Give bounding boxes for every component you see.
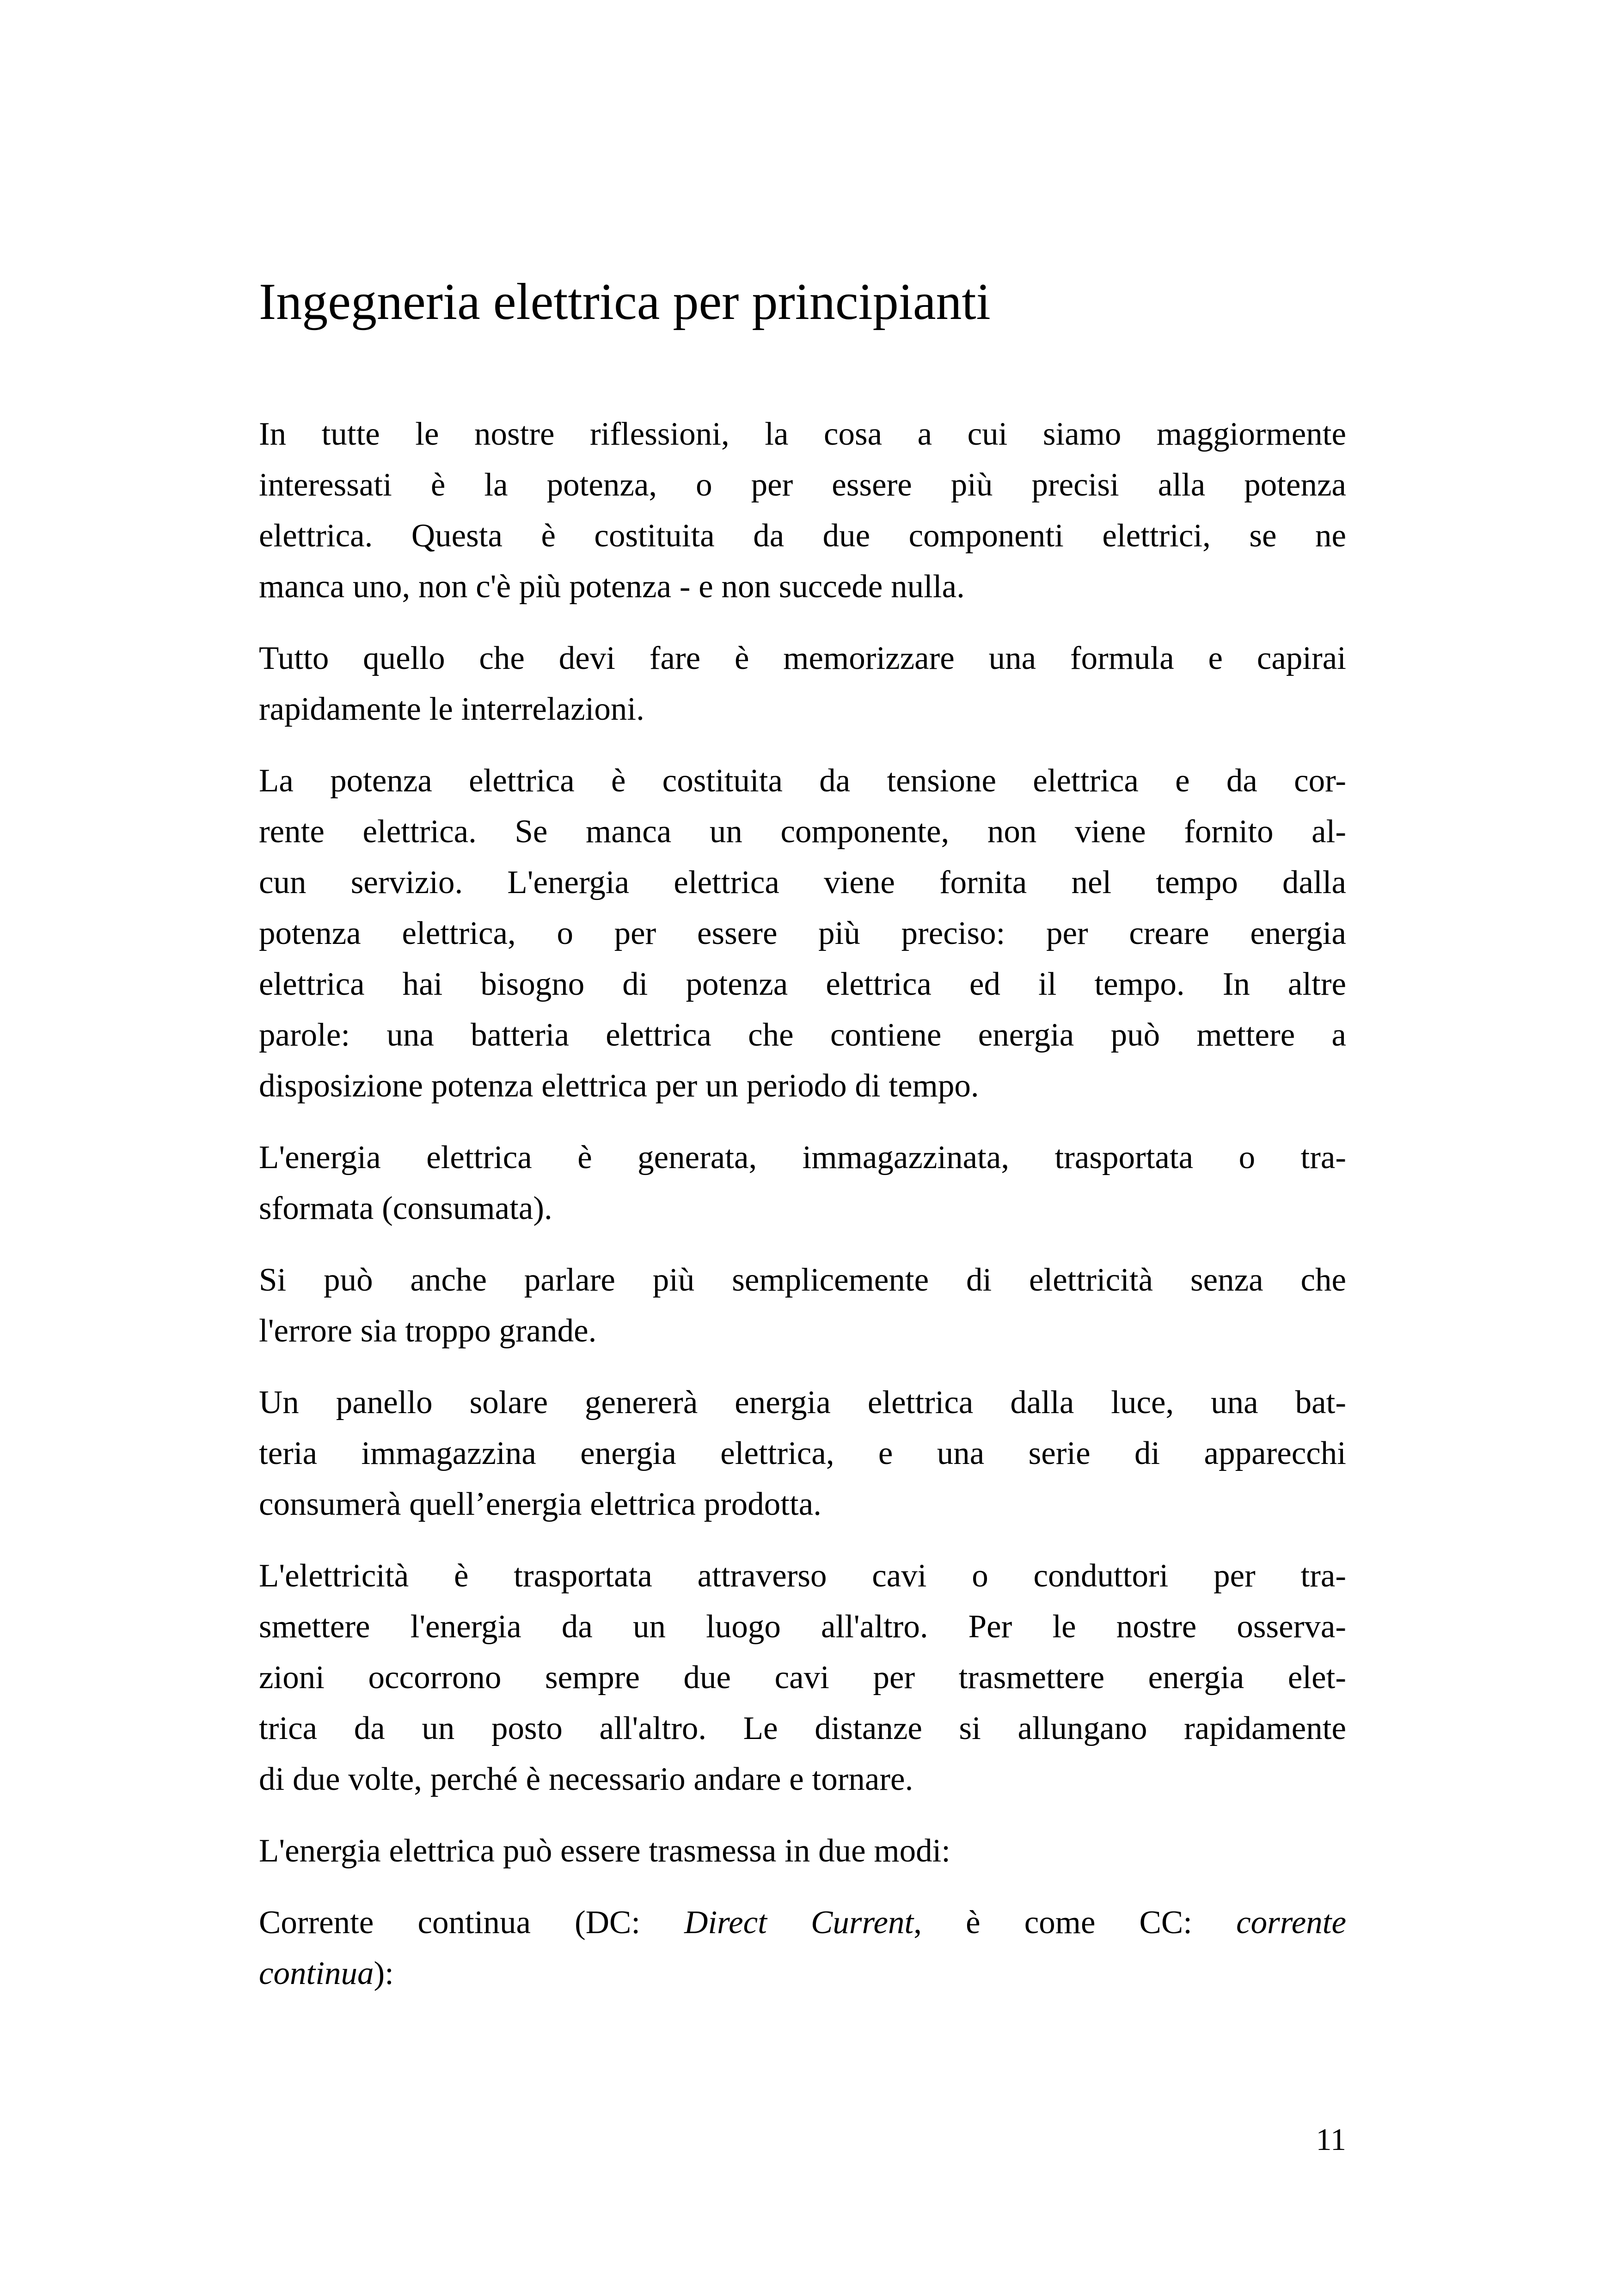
- text-line: sformata (consumata).: [259, 1190, 552, 1226]
- paragraph: [259, 1132, 1346, 1234]
- text-line: cun servizio. L'energia elettrica viene fornita nel tempo dalla: [259, 864, 1346, 900]
- text-line: rente elettrica. Se manca un componente, non viene fornito al-: [259, 814, 1346, 850]
- paragraph: [259, 409, 1346, 612]
- paragraph: [259, 1897, 1346, 1999]
- text-line: smettere l'energia da un luogo all'altro. Per le nostre osserva-: [259, 1609, 1346, 1645]
- text-line: interessati è la potenza, o per essere più precisi alla potenza: [259, 467, 1346, 503]
- text-line: teria immagazzina energia elettrica, e una serie di apparecchi: [259, 1435, 1346, 1471]
- body-text: [259, 409, 1346, 2020]
- text-line: trica da un posto all'altro. Le distanze si allungano rapidamente: [259, 1710, 1346, 1746]
- text-line: Si può anche parlare più semplicemente di elettricità senza che: [259, 1262, 1346, 1298]
- text-line: Un panello solare genererà energia elettrica dalla luce, una bat-: [259, 1384, 1346, 1420]
- text-line: potenza elettrica, o per essere più preciso: per creare energia: [259, 915, 1346, 951]
- page-title: Ingegneria elettrica per principianti: [259, 273, 991, 331]
- text-line: zioni occorrono sempre due cavi per trasmettere energia elet-: [259, 1659, 1346, 1696]
- paragraph: [259, 633, 1346, 735]
- text-line: l'errore sia troppo grande.: [259, 1313, 597, 1349]
- text-line: Corrente continua (DC: Direct Current, è come CC: corrente: [259, 1904, 1346, 1941]
- text-line: parole: una batteria elettrica che contiene energia può mettere a: [259, 1017, 1346, 1053]
- paragraph: [259, 1255, 1346, 1356]
- text-line: La potenza elettrica è costituita da tensione elettrica e da cor-: [259, 763, 1346, 799]
- text-line: elettrica hai bisogno di potenza elettrica ed il tempo. In altre: [259, 966, 1346, 1002]
- text-line: L'energia elettrica è generata, immagazzinata, trasportata o tra-: [259, 1139, 1346, 1176]
- paragraph: [259, 1825, 1346, 1876]
- text-line: consumerà quell’energia elettrica prodotta.: [259, 1486, 821, 1522]
- text-line: In tutte le nostre riflessioni, la cosa a cui siamo maggiormente: [259, 416, 1346, 452]
- text-line: elettrica. Questa è costituita da due componenti elettrici, se ne: [259, 518, 1346, 554]
- paragraph: [259, 755, 1346, 1111]
- text-line: continua):: [259, 1955, 394, 1991]
- text-line: Tutto quello che devi fare è memorizzare una formula e capirai: [259, 640, 1346, 676]
- paragraph: [259, 1550, 1346, 1805]
- text-line: L'elettricità è trasportata attraverso cavi o conduttori per tra-: [259, 1558, 1346, 1594]
- text-line: L'energia elettrica può essere trasmessa in due modi:: [259, 1833, 951, 1869]
- text-line: di due volte, perché è necessario andare e tornare.: [259, 1761, 913, 1797]
- text-line: manca uno, non c'è più potenza - e non succede nulla.: [259, 569, 965, 605]
- paragraph: [259, 1377, 1346, 1530]
- text-line: disposizione potenza elettrica per un periodo di tempo.: [259, 1068, 979, 1104]
- text-line: rapidamente le interrelazioni.: [259, 691, 644, 727]
- page-number: 11: [1316, 2122, 1346, 2157]
